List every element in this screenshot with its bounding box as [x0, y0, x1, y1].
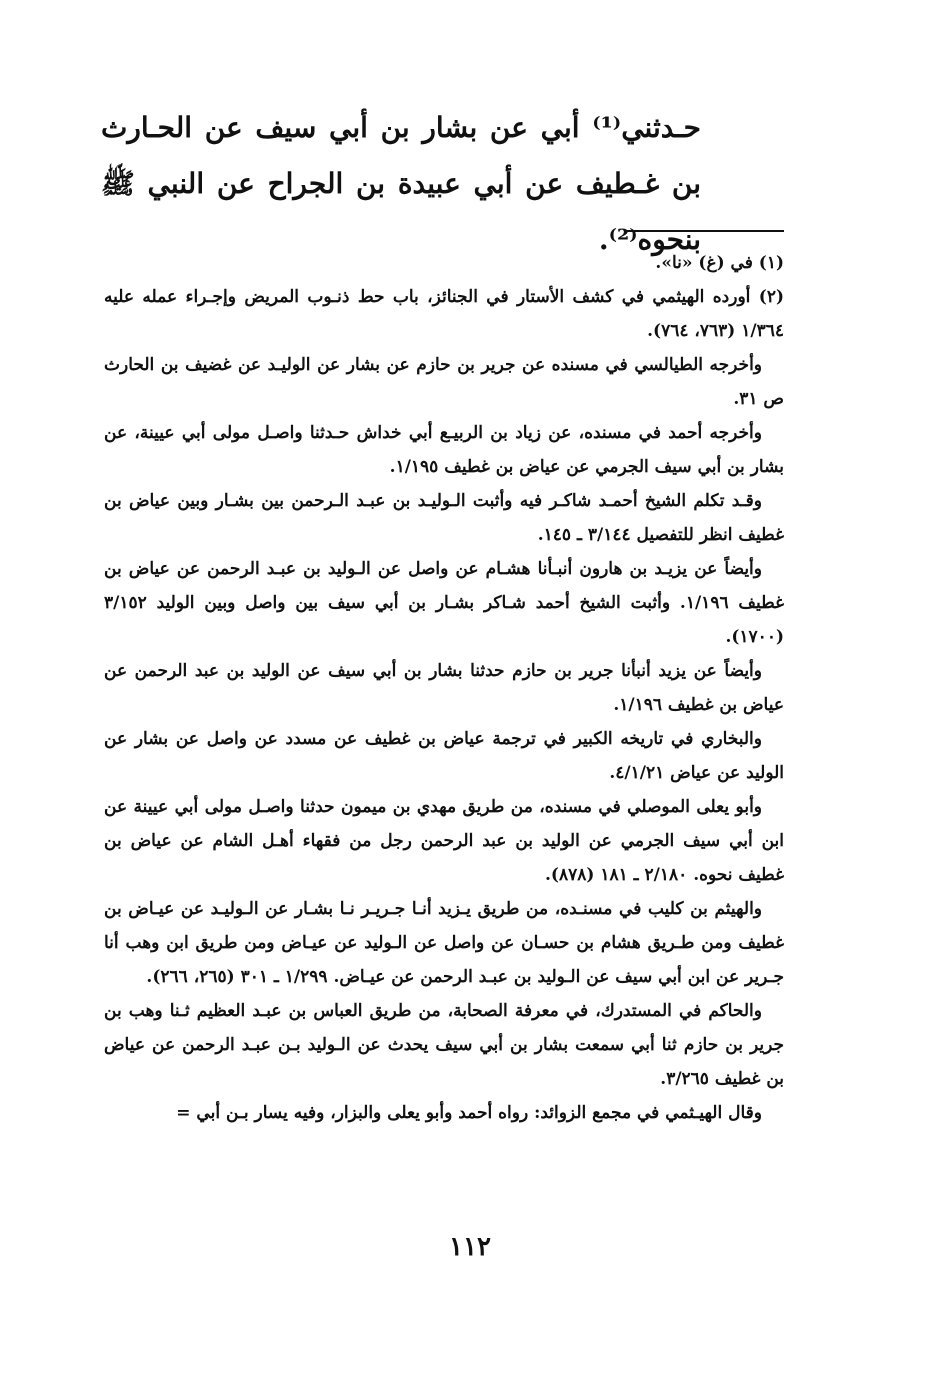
footnote-2-intro: (٢) أورده الهيثمي في كشف الأستار في الجنائز، باب حط ذنـوب المريض وإجـراء عمله عليه ١/٣٦٤ (٧٦٣، ٧٦٤). [104, 287, 784, 341]
main-hadith-text: حـدثني⁽¹⁾ أبي عن بشار بن أبي سيف عن الحـارث بن غـطيف عن أبي عبيدة بن الجراح عن النبي ﷺ بنحوه⁽²⁾. [101, 111, 701, 256]
footnote-2-paragraph: والهيثم بن كليب في مسنـده، من طريق يـزيد أنـا جـريـر نـا بشـار عن الـوليـد عن عيـاض بن غطيف ومن طـريق هشام بن حسـان عن واصل عن الـوليد عن عيـاض ومن طريق ابن وهب أنا جـرير عن ابن أبي سيف عن الـوليد بن عبـد الرحمن عن عيـاض. ١/٢٩٩ ـ ٣٠١ (٢٦٥، ٢٦٦). [104, 899, 784, 987]
footnote-2-paragraph: والبخاري في تاريخه الكبير في ترجمة عياض بن غطيف عن مسدد عن واصل عن بشار عن الوليد عن عياض ٤/١/٢١. [104, 729, 784, 783]
footnote-2-paragraph: وأيضاً عن يزيـد بن هارون أنبـأنا هشـام عن واصل عن الـوليد بن عبـد الرحمن عن عياض بن غطيف ١/١٩٦. وأثبت الشيخ أحمد شـاكر بشـار بن أبي سيف بين واصل وبين الوليد ٣/١٥٢ (١٧٠٠). [104, 559, 784, 647]
footnote-1: (١) في (غ) «نا». [655, 253, 784, 273]
footnote-2-paragraph: وأبو يعلى الموصلي في مسنده، من طريق مهدي بن ميمون حدثنا واصـل مولى أبي عيينة عن ابن أبي سيف الجرمي عن الوليد بن عبد الرحمن رجل من فقهاء أهـل الشام عن عياض بن غطيف نحوه. ٢/١٨٠ ـ ١٨١ (٨٧٨). [104, 797, 784, 885]
footnote-2-paragraph: وقـد تكلم الشيخ أحمـد شاكـر فيه وأثبت الـوليـد بن عبـد الـرحمن بين بشـار وبين عياض بن غطيف انظر للتفصيل ٣/١٤٤ ـ ١٤٥. [104, 491, 784, 545]
page-number: ١١٢ [449, 1232, 491, 1262]
footnote-2-paragraph: وأخرجه الطيالسي في مسنده عن جرير بن حازم عن بشار عن الوليـد عن غضيف بن الحارث ص ٣١. [104, 355, 784, 409]
footnote-2-paragraph: وأيضاً عن يزيد أنبأنا جرير بن حازم حدثنا بشار بن أبي سيف عن الوليد بن عبد الرحمن عن عياض بن غطيف ١/١٩٦. [104, 661, 784, 715]
footnote-divider [624, 230, 784, 232]
footnote-2-paragraph: وأخرجه أحمد في مسنده، عن زياد بن الربيـع أبي خداش حـدثنا واصـل مولى أبي عيينة، عن بشار بن أبي سيف الجرمي عن عياض بن غطيف ١/١٩٥. [104, 423, 784, 477]
footnote-2-paragraph: والحاكم في المستدرك، في معرفة الصحابة، من طريق العباس بن عبـد العظيم ثـنا وهب بن جرير بن حازم ثنا أبي سمعت بشار بن أبي سيف يحدث عن الـوليد بـن عبـد الرحمن عن عياض بن غطيف ٣/٢٦٥. [104, 1001, 784, 1089]
footnotes-section [104, 246, 784, 1130]
footnote-2-paragraph: وقال الهيـثمي في مجمع الزوائد: رواه أحمد وأبو يعلى والبزار، وفيه يسار بـن أبي = [176, 1103, 762, 1123]
